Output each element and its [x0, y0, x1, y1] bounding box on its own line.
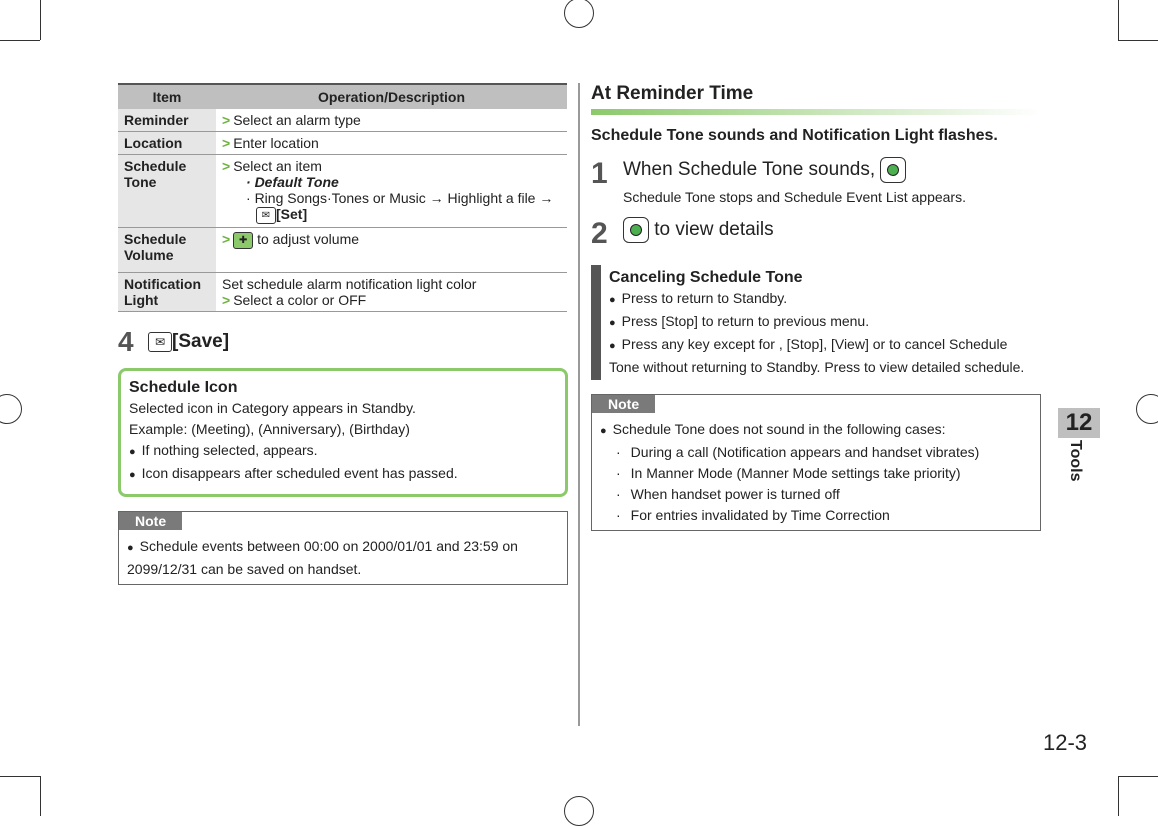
note-lead: ● Schedule Tone does not sound in the following cases:: [600, 419, 1032, 442]
note-item: · In Manner Mode (Manner Mode settings take priority): [600, 463, 1032, 484]
step-text: When Schedule Tone sounds,: [623, 159, 876, 181]
settings-table: [118, 83, 567, 312]
center-key-icon: [623, 217, 649, 243]
dpad-key-icon: ✚: [233, 232, 253, 249]
registration-mark: [564, 0, 594, 28]
table-row: [118, 109, 567, 132]
table-row: [118, 132, 567, 155]
box-text: Selected icon in Category appears in Standby.: [129, 399, 416, 416]
registration-mark: [0, 394, 22, 424]
desc-text: Select an alarm type: [233, 112, 361, 128]
cancel-bullet: ● Press to return to Standby.: [609, 288, 1033, 311]
cancel-title: Canceling Schedule Tone: [609, 269, 803, 286]
page-number: 12-3: [1043, 730, 1088, 755]
crop-mark: [1118, 40, 1158, 41]
desc-text: to adjust volume: [257, 230, 360, 247]
column-divider: [578, 83, 580, 726]
step-text: to view details: [654, 219, 774, 241]
arrow-icon: >: [222, 291, 231, 308]
registration-mark: [1136, 394, 1158, 424]
arrow-icon: >: [222, 158, 231, 174]
row-item: Schedule Volume: [118, 227, 216, 272]
step-label: [Save]: [172, 330, 230, 352]
note-box: [118, 511, 568, 585]
right-column: [591, 83, 1041, 531]
desc-text: Select an item: [233, 158, 322, 174]
center-key-icon: [880, 157, 906, 183]
cancel-box: [591, 265, 1041, 380]
cancel-bullet: ● Press any key except for , [Stop], [View] or to cancel Schedule Tone without returning to Standby. Press to view detailed schedule.: [609, 334, 1033, 378]
row-item: Schedule Tone: [118, 155, 216, 228]
desc-option: · Default Tone: [246, 174, 339, 190]
mail-key-icon: ✉: [256, 207, 276, 224]
row-item: Location: [118, 132, 216, 155]
step-number: 1: [591, 157, 608, 190]
step-detail: Schedule Tone stops and Schedule Event List appears.: [623, 189, 966, 205]
table-header: [118, 84, 567, 109]
row-item: Notification Light: [118, 272, 216, 311]
arrow-icon: >: [222, 135, 231, 151]
step-number: 2: [591, 217, 608, 250]
section-subheading: Schedule Tone sounds and Notification Light flashes.: [591, 127, 998, 144]
step-2: [591, 217, 1041, 251]
desc-text: Set schedule alarm notification light color: [222, 275, 477, 292]
chapter-tab-label: Tools: [1067, 440, 1084, 482]
table-row: [118, 155, 567, 228]
desc-option: [222, 206, 561, 224]
desc-text: Ring Songs·Tones or Music → Highlight a file →: [254, 190, 554, 206]
header-description: Operation/Description: [216, 84, 567, 109]
registration-mark: [564, 796, 594, 826]
note-text: ● Schedule events between 00:00 on 2000/01/01 and 23:59 on 2099/12/31 can be saved on handset.: [127, 536, 559, 580]
step-number: 4: [118, 325, 134, 357]
arrow-icon: >: [222, 230, 231, 247]
desc-text: Enter location: [233, 135, 319, 151]
table-row: [118, 227, 567, 272]
box-bullet: ● If nothing selected, appears.: [129, 440, 557, 463]
crop-mark: [40, 0, 41, 40]
crop-mark: [1118, 776, 1119, 816]
chapter-tab-number: 12: [1058, 408, 1100, 438]
crop-mark: [1118, 0, 1119, 40]
row-desc: [216, 227, 567, 272]
row-desc: [216, 109, 567, 132]
box-bullet: ● Icon disappears after scheduled event has passed.: [129, 463, 557, 486]
crop-mark: [0, 776, 40, 777]
note-box: [591, 394, 1041, 531]
row-item: Reminder: [118, 109, 216, 132]
desc-text: [Set]: [276, 206, 308, 222]
step-1: [591, 157, 1041, 205]
crop-mark: [40, 776, 41, 816]
desc-option: · Ring Songs·Tones or Music → Highlight a file →: [246, 190, 554, 206]
header-item: Item: [118, 84, 216, 109]
crop-mark: [0, 40, 40, 41]
section-heading: At Reminder Time: [591, 83, 1041, 115]
arrow-icon: >: [222, 112, 231, 128]
desc-text: Default Tone: [254, 174, 339, 190]
note-item: · When handset power is turned off: [600, 484, 1032, 505]
box-text: Example: (Meeting), (Anniversary), (Birthday): [129, 420, 410, 437]
cancel-bullet: ● Press [Stop] to return to previous menu.: [609, 311, 1033, 334]
note-tag: Note: [592, 395, 655, 413]
row-desc: [216, 272, 567, 311]
mail-key-icon: ✉: [148, 332, 172, 352]
left-column: [118, 83, 568, 585]
crop-mark: [1118, 776, 1158, 777]
box-title: Schedule Icon: [129, 378, 238, 396]
schedule-icon-box: [118, 368, 568, 497]
row-desc: [216, 132, 567, 155]
desc-text: Select a color or OFF: [233, 291, 367, 308]
note-item: · For entries invalidated by Time Correction: [600, 505, 1032, 526]
note-tag: Note: [119, 512, 182, 530]
table-row: [118, 272, 567, 311]
row-desc: [216, 155, 567, 228]
note-item: · During a call (Notification appears and handset vibrates): [600, 442, 1032, 463]
step-4: [118, 326, 568, 358]
